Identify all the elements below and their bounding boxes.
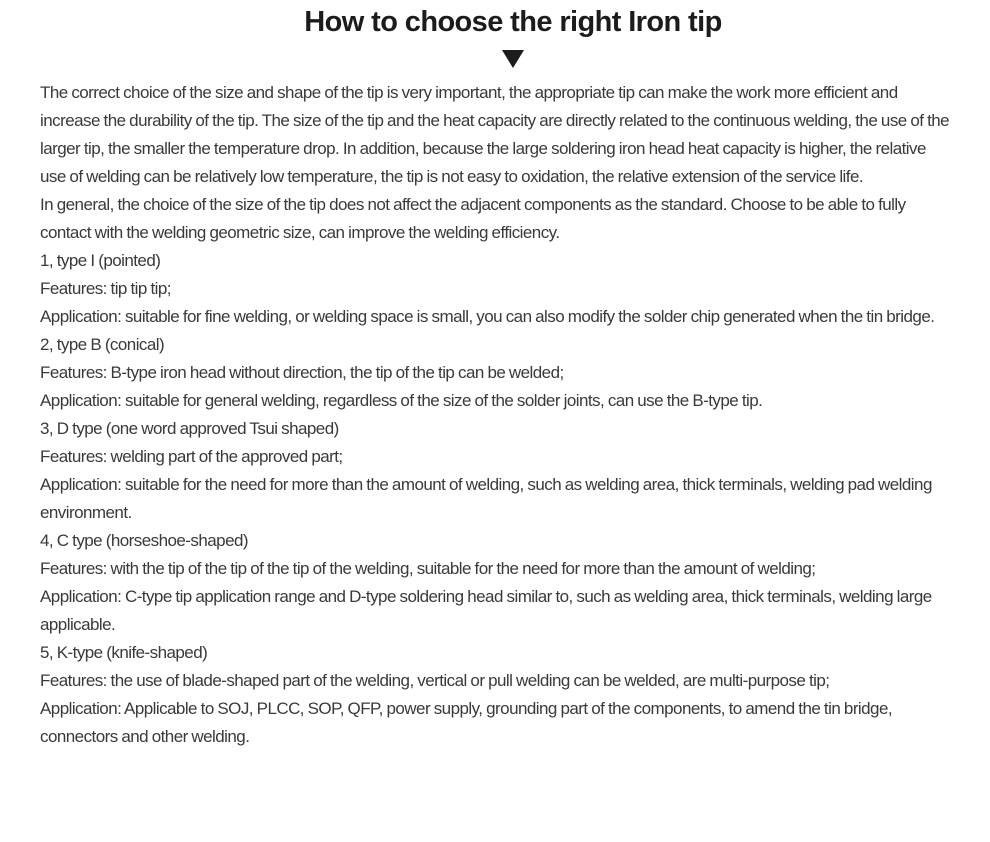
type-c-application: Application: C-type tip application range and D-type soldering head similar to, such as welding area, thick terminals, welding large applicable.	[40, 587, 932, 634]
type-b-application: Application: suitable for general welding, regardless of the size of the solder joints, can use the B-type tip.	[40, 391, 763, 410]
type-k-heading: 5, K-type (knife-shaped)	[40, 643, 208, 662]
down-arrow-icon	[502, 50, 524, 68]
type-b-features: Features: B-type iron head without direction, the tip of the tip can be welded;	[40, 363, 564, 382]
type-k-features: Features: the use of blade-shaped part of the welding, vertical or pull welding can be welded, are multi-purpose tip;	[40, 671, 830, 690]
type-k-application: Application: Applicable to SOJ, PLCC, SOP, QFP, power supply, grounding part of the components, to amend the tin bridge, connectors and other welding.	[40, 699, 893, 746]
type-d-application: Application: suitable for the need for more than the amount of welding, such as welding area, thick terminals, welding pad welding environment.	[40, 475, 932, 522]
type-d-heading: 3, D type (one word approved Tsui shaped)	[40, 419, 339, 438]
article-body	[40, 79, 955, 751]
type-c-heading: 4, C type (horseshoe-shaped)	[40, 531, 249, 550]
type-b-heading: 2, type B (conical)	[40, 335, 165, 354]
type-i-application: Application: suitable for fine welding, or welding space is small, you can also modify the solder chip generated when the tin bridge.	[40, 307, 935, 326]
intro-paragraph: The correct choice of the size and shape of the tip is very important, the appropriate tip can make the work more efficient and increase the durability of the tip. The size of the tip and the heat capacity are directly related to the continuous welding, the use of the larger tip, the smaller the temperature drop. In addition, because the large soldering iron head heat capacity is higher, the relative use of welding can be relatively low temperature, the tip is not easy to oxidation, the relative extension of the service life.	[40, 83, 950, 186]
type-c-features: Features: with the tip of the tip of the tip of the welding, suitable for the need for more than the amount of welding;	[40, 559, 816, 578]
type-d-features: Features: welding part of the approved part;	[40, 447, 343, 466]
page-title: How to choose the right Iron tip	[304, 6, 722, 38]
type-i-heading: 1, type I (pointed)	[40, 251, 161, 270]
general-paragraph: In general, the choice of the size of the tip does not affect the adjacent components as the standard. Choose to be able to fully contact with the welding geometric size, can improve the welding efficiency.	[40, 195, 906, 242]
type-i-features: Features: tip tip tip;	[40, 279, 171, 298]
